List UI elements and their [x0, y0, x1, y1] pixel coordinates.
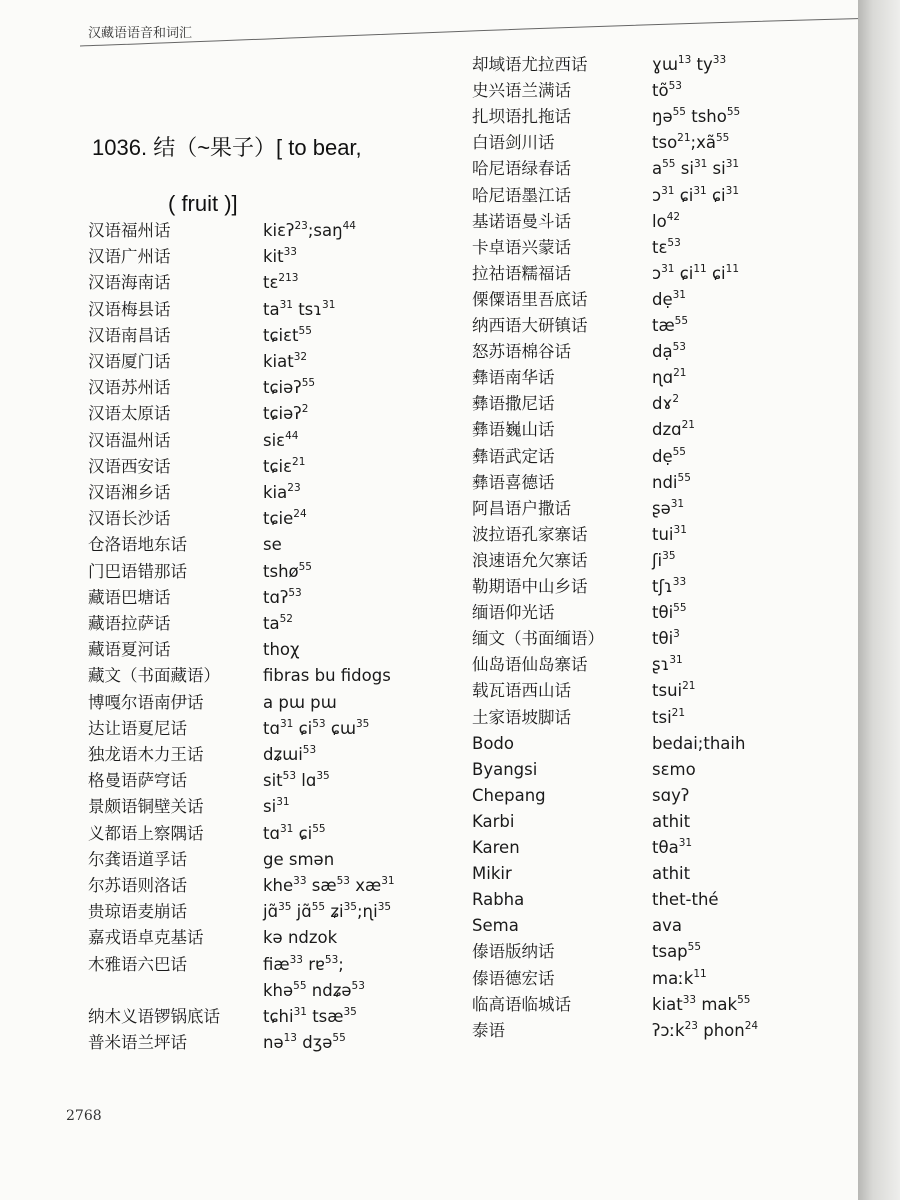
phonetic-form: tθa$^{31}$: [652, 837, 693, 857]
phonetic-form: tsap$^{55}$: [652, 941, 702, 962]
header-rule: [80, 0, 880, 60]
phonetic-form: tθi$^{55}$: [652, 602, 687, 623]
dialect-label: 扎坝语扎拖话: [472, 107, 571, 127]
phonetic-form: tshø$^{55}$: [263, 560, 312, 581]
phonetic-form: siɛ$^{44}$: [263, 429, 299, 450]
dialect-label: 基诺语曼斗话: [472, 211, 571, 231]
dialect-label: 达让语夏尼话: [88, 718, 187, 738]
phonetic-form: ɣɯ$^{13}$ $ty^{33}$: [652, 54, 727, 74]
phonetic-form: ʂɿ$^{31}$: [652, 654, 683, 675]
dialect-label: 纳西语大研镇话: [472, 316, 588, 335]
dialect-label: 临高语临城话: [472, 994, 571, 1014]
dialect-label: Bodo: [472, 733, 514, 753]
phonetic-form: ɔ$^{31}$ ɕi$^{11}$ ɕi$^{11}$: [652, 262, 740, 283]
phonetic-form: fiæ$^{33}$ rɐ$^{53}$;: [263, 953, 344, 974]
phonetic-form: tɑ$^{31}$ ɕi$^{55}$: [263, 822, 326, 843]
dialect-label: 缅语仰光话: [472, 603, 555, 623]
dialect-label: Rabha: [472, 890, 525, 910]
dialect-label: 彝语撒尼话: [472, 394, 555, 414]
phonetic-form: kit$^{33}$: [263, 246, 297, 267]
dialect-label: Mikir: [472, 864, 512, 884]
dialect-label: 勒期语中山乡话: [472, 577, 588, 596]
phonetic-form: ʔɔːk$^{23}$ phon$^{24}$: [652, 1019, 759, 1040]
dialect-label: 纳木义语锣锅底话: [88, 1007, 220, 1026]
dialect-label: 史兴语兰满话: [472, 81, 571, 101]
dialect-label: 仓洛语地东话: [88, 535, 187, 555]
dialect-label: 浪速语允欠寨话: [472, 550, 588, 570]
dialect-label: 彝语巍山话: [472, 420, 555, 440]
dialect-label: 义都语上察隅话: [88, 823, 204, 843]
phonetic-form: kia$^{23}$: [263, 482, 301, 502]
phonetic-form: tɑ$^{31}$ ɕi$^{53}$ ɕɯ$^{35}$: [263, 717, 370, 738]
phonetic-form: tɕiəʔ$^{55}$: [263, 377, 316, 398]
running-head: 汉藏语语音和词汇: [88, 26, 193, 41]
dialect-label: 阿昌语户撒话: [472, 498, 571, 518]
phonetic-form: dẹ$^{31}$: [652, 288, 686, 309]
phonetic-form: tʃɿ$^{33}$: [652, 576, 687, 596]
entry-number: 1036.: [92, 135, 148, 160]
dialect-label: 普米语兰坪话: [88, 1033, 187, 1053]
phonetic-form: tɕhi$^{31}$ tsæ$^{35}$: [263, 1006, 357, 1026]
dialect-label: 汉语广州话: [88, 247, 171, 267]
dialect-label: 卡卓语兴蒙话: [472, 237, 571, 257]
dialect-label: 拉祜语糯福话: [472, 263, 571, 283]
phonetic-form: ndi$^{55}$: [652, 471, 691, 492]
entry-gloss-line2: ( fruit )]: [168, 191, 238, 216]
dialect-label: 载瓦语西山话: [472, 681, 571, 701]
dialect-label: 哈尼语绿春话: [472, 159, 571, 179]
dialect-label: 汉语苏州话: [88, 378, 171, 398]
phonetic-form: tɛ$^{53}$: [652, 236, 681, 257]
dialect-label: 藏文（书面藏语）: [88, 666, 220, 686]
phonetic-form: nə$^{13}$ dʒə$^{55}$: [263, 1032, 346, 1053]
phonetic-form: athit: [652, 864, 691, 884]
phonetic-form: ŋə$^{55}$ tsho$^{55}$: [652, 106, 741, 127]
phonetic-form: ava: [652, 916, 682, 936]
dialect-label: 格曼语萨穹话: [88, 771, 187, 791]
dialect-label: 汉语梅县话: [88, 299, 171, 319]
phonetic-form: kiat$^{33}$ mak$^{55}$: [652, 993, 751, 1014]
dialect-label: 怒苏语棉谷话: [472, 342, 571, 362]
phonetic-form: sit$^{53}$ lɑ$^{35}$: [263, 770, 330, 791]
phonetic-form: tɕiɛt$^{55}$: [263, 324, 312, 345]
dialect-label: 汉语太原话: [88, 404, 171, 424]
dialect-label: 门巴语错那话: [88, 561, 187, 581]
dialect-label: 汉语长沙话: [88, 509, 171, 529]
dialect-label: 傣语德宏话: [472, 968, 555, 988]
dialect-label: 尔苏语则洛话: [88, 876, 187, 895]
dialect-label: 白语剑川话: [472, 133, 555, 153]
phonetic-form: khe$^{33}$ $sæ^{53}$ $xæ^{31}$: [263, 875, 395, 895]
dialect-label: 藏语巴塘话: [88, 587, 171, 607]
phonetic-form: $a^{55}$ $si^{31}$ $si^{31}$: [652, 158, 740, 179]
phonetic-form: tsui$^{21}$: [652, 680, 696, 701]
phonetic-form: se: [263, 535, 282, 555]
dialect-label: 彝语喜德话: [472, 472, 555, 492]
dialect-label: 泰语: [472, 1020, 505, 1040]
phonetic-form: thet-thé: [652, 890, 719, 910]
phonetic-form: $tso^{21};xã^{55}$: [652, 132, 730, 153]
dialect-label: 土家语坡脚话: [472, 707, 571, 727]
phonetic-form: sɛmo: [652, 759, 696, 779]
page-edge: [858, 0, 900, 1200]
phonetic-form: $tõ^{53}$: [652, 80, 682, 101]
phonetic-form: kə ndzok: [263, 928, 338, 948]
phonetic-form: tθi$^3$: [652, 628, 680, 649]
dialect-label: 独龙语木力王话: [88, 745, 204, 764]
phonetic-form: jɑ̃$^{35}$ jɑ̃$^{55}$ ʑi$^{35}$;ɳi$^{35}$: [263, 901, 392, 922]
dialect-label: 木雅语六巴话: [88, 954, 187, 974]
phonetic-form: tɑʔ$^{53}$: [263, 586, 302, 607]
phonetic-form: $tæ^{55}$: [652, 315, 689, 335]
dialect-label: 波拉语孔家寨话: [472, 524, 588, 544]
phonetic-form: ʂə$^{31}$: [652, 497, 685, 518]
dialect-label: 汉语厦门话: [88, 352, 171, 371]
dialect-label: 汉语福州话: [88, 221, 171, 240]
phonetic-form: sɑyʔ: [652, 785, 690, 805]
dialect-label: 尔龚语道孚话: [88, 849, 187, 869]
phonetic-form: dạ$^{53}$: [652, 341, 686, 362]
phonetic-form: kiat$^{32}$: [263, 351, 308, 371]
dialect-label: 嘉戎语卓克基话: [88, 928, 204, 948]
phonetic-form: ge smən: [263, 849, 335, 869]
dialect-label: 仙岛语仙岛寨话: [472, 655, 588, 675]
phonetic-form: $ta^{52}$: [263, 613, 293, 633]
phonetic-form: tɛ$^{213}$: [263, 272, 299, 293]
dialect-label: 景颇语铜壁关话: [88, 797, 204, 817]
dialect-label: 哈尼语墨江话: [472, 185, 571, 205]
dialect-label: 缅文（书面缅语）: [472, 629, 604, 649]
phonetic-form: a pɯ pɯ: [263, 692, 337, 712]
phonetic-form: thoχ: [263, 640, 300, 660]
dialect-label: 藏语拉萨话: [88, 614, 171, 633]
page-number: 2768: [66, 1108, 102, 1124]
dialect-label: 汉语海南话: [88, 273, 171, 293]
phonetic-form: dɤ$^2$: [652, 393, 679, 414]
dialect-label: 彝语南华话: [472, 368, 555, 388]
dialect-label: Sema: [472, 916, 519, 936]
phonetic-form: dʑɯi$^{53}$: [263, 744, 317, 764]
dialect-label: 傈僳语里吾底话: [472, 289, 588, 309]
phonetic-form: dẹ$^{55}$: [652, 445, 686, 466]
phonetic-form: kiɛʔ$^{23}$;saŋ$^{44}$: [263, 220, 356, 240]
phonetic-form: ɔ$^{31}$ ɕi$^{31}$ ɕi$^{31}$: [652, 184, 740, 205]
dialect-label: Chepang: [472, 785, 546, 805]
phonetic-form: athit: [652, 811, 691, 831]
phonetic-form: ɳɑ$^{21}$: [652, 367, 687, 388]
dialect-label: 博嘎尔语南伊话: [88, 692, 204, 712]
phonetic-form: $si^{31}$: [263, 796, 290, 817]
dialect-label: 却域语尤拉西话: [472, 55, 588, 74]
dialect-label: 彝语武定话: [472, 446, 555, 466]
dialect-label: Karbi: [472, 811, 515, 831]
phonetic-form: dzɑ$^{21}$: [652, 419, 695, 440]
dialect-label: 汉语南昌话: [88, 325, 171, 345]
phonetic-form: tɕie$^{24}$: [263, 508, 307, 529]
dialect-label: 汉语湘乡话: [88, 483, 171, 502]
phonetic-form: fibras bu fidogs: [263, 666, 391, 686]
phonetic-form: tɕiəʔ$^2$: [263, 403, 309, 424]
dialect-label: 汉语温州话: [88, 430, 171, 450]
dialect-label: 傣语版纳话: [472, 942, 555, 962]
phonetic-form: bedai;thaih: [652, 733, 746, 753]
phonetic-form: $lo^{42}$: [652, 210, 681, 231]
dialect-label: Byangsi: [472, 759, 538, 779]
phonetic-form: tui$^{31}$: [652, 523, 687, 544]
phonetic-form: maːk$^{11}$: [652, 967, 707, 988]
entry-headword: 结（~果子）[ to bear,: [153, 135, 362, 160]
dialect-label: 贵琼语麦崩话: [88, 902, 187, 922]
phonetic-form: khə$^{55}$ ndʑə$^{53}$: [263, 979, 365, 1000]
dialect-label: 藏语夏河话: [88, 640, 171, 660]
dialect-label: 汉语西安话: [88, 456, 171, 476]
phonetic-form: tɕiɛ$^{21}$: [263, 455, 306, 476]
phonetic-form: ʃi$^{35}$: [652, 549, 676, 570]
dialect-label: Karen: [472, 838, 520, 857]
phonetic-form: $ta^{31}$ tsɿ$^{31}$: [263, 298, 336, 319]
entry-title: [92, 120, 422, 232]
phonetic-form: tsi$^{21}$: [652, 706, 686, 727]
